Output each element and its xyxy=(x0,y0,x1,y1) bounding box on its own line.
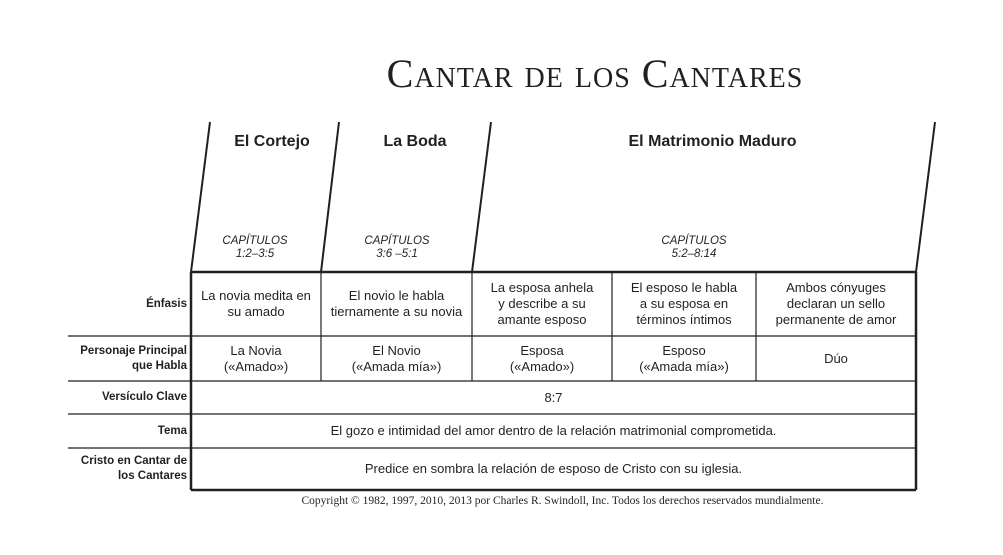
section-title-cortejo: El Cortejo xyxy=(234,133,310,150)
personaje-cell-4: Esposo («Amada mía») xyxy=(639,342,729,374)
chapters-label: CAPÍTULOS xyxy=(222,235,288,247)
row-label-line: Personaje Principal xyxy=(80,344,187,357)
row-label-line: los Cantares xyxy=(117,470,187,482)
enfasis-cell-3: La esposa anhela y describe a su amante esposo xyxy=(490,280,594,327)
row-label-cristo xyxy=(60,448,187,490)
enfasis-cell-4: El esposo le habla a su esposa en términos íntimos xyxy=(630,280,738,327)
chapters-matrimonio xyxy=(634,235,754,261)
row-label-tema: Tema xyxy=(157,424,187,437)
enfasis-cell-2: El novio le habla tiernamente a su novia xyxy=(330,288,463,319)
chapters-label: CAPÍTULOS xyxy=(661,235,727,247)
row-label-line: Cristo en Cantar de xyxy=(80,455,187,467)
row-label-enfasis: Énfasis xyxy=(146,297,187,310)
personaje-cell-2: El Novio («Amada mía») xyxy=(351,342,442,374)
chapters-label: CAPÍTULOS xyxy=(364,235,430,247)
tema-cell: El gozo e intimidad del amor dentro de la relación matrimonial comprometida. xyxy=(330,423,777,438)
enfasis-cell-5: Ambos cónyuges declaran un sello permanente de amor xyxy=(775,280,897,327)
chapters-range: 5:2–8:14 xyxy=(671,248,717,260)
section-title-boda: La Boda xyxy=(383,133,447,150)
row-label-line: que Habla xyxy=(132,359,187,372)
row-label-versiculo: Versículo Clave xyxy=(101,391,187,403)
chart-title: Cantar de los Cantares xyxy=(386,51,804,96)
enfasis-cell-1: La novia medita en su amado xyxy=(201,288,311,319)
personaje-cell-1: La Novia («Amado») xyxy=(223,342,289,374)
chapters-boda xyxy=(337,235,457,261)
row-label-personaje xyxy=(60,336,187,381)
chapters-range: 1:2–3:5 xyxy=(235,248,275,260)
section-title-matrimonio: El Matrimonio Maduro xyxy=(628,133,797,150)
chapters-range: 3:6 –5:1 xyxy=(376,248,418,260)
personaje-cell-3: Esposa («Amado») xyxy=(509,342,575,374)
cristo-cell: Predice en sombra la relación de esposo de Cristo con su iglesia. xyxy=(364,461,743,476)
personaje-cell-5: Dúo xyxy=(824,350,848,366)
copyright-notice: Copyright © 1982, 1997, 2010, 2013 por Charles R. Swindoll, Inc. Todos los derechos reservados mundialmente. xyxy=(301,495,824,507)
chapters-cortejo xyxy=(195,235,315,261)
versiculo-cell: 8:7 xyxy=(544,389,563,405)
